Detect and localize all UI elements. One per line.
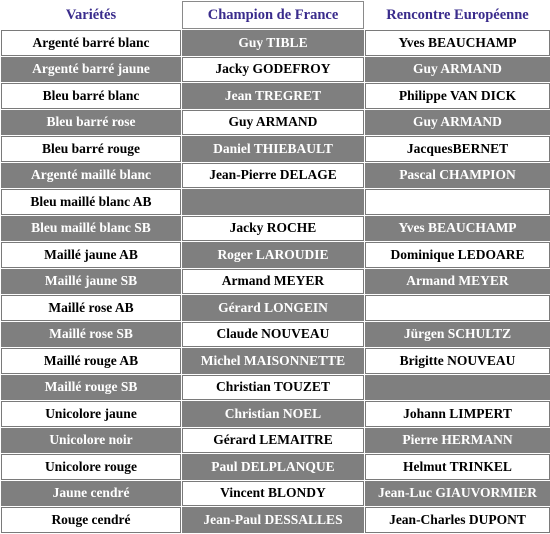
rencontre-europeenne-cell: Helmut TRINKEL (365, 454, 550, 480)
table-row (1, 375, 550, 401)
table-row (1, 481, 550, 507)
table-row (1, 189, 550, 215)
table-row (1, 428, 550, 454)
champion-de-france-cell: Roger LAROUDIE (182, 242, 364, 268)
table-row (1, 507, 550, 533)
champion-de-france-cell: Gérard LONGEIN (182, 295, 364, 321)
variete-cell: Maillé jaune AB (1, 242, 181, 268)
table-row (1, 454, 550, 480)
rencontre-europeenne-cell: Guy ARMAND (365, 110, 550, 136)
champion-de-france-cell: Vincent BLONDY (182, 481, 364, 507)
champion-de-france-cell: Daniel THIEBAULT (182, 136, 364, 162)
variete-cell: Maillé rouge SB (1, 375, 181, 401)
table-row (1, 57, 550, 83)
table-body (1, 30, 550, 533)
table-row (1, 401, 550, 427)
rencontre-europeenne-cell: Jean-Luc GIAUVORMIER (365, 481, 550, 507)
header-row (1, 1, 550, 29)
variete-cell: Bleu maillé blanc AB (1, 189, 181, 215)
table-row (1, 163, 550, 189)
header-rencontre-europeenne: Rencontre Européenne (386, 6, 529, 23)
champion-de-france-cell: Claude NOUVEAU (182, 322, 364, 348)
header-varietes: Variétés (65, 6, 117, 23)
rencontre-europeenne-cell: Yves BEAUCHAMP (365, 216, 550, 242)
rencontre-europeenne-cell: Dominique LEDOARE (365, 242, 550, 268)
variete-cell: Rouge cendré (1, 507, 181, 533)
champion-de-france-cell: Jacky GODEFROY (182, 57, 364, 83)
rencontre-europeenne-cell (365, 295, 550, 321)
variete-cell: Argenté barré blanc (1, 30, 181, 56)
rencontre-europeenne-cell: Philippe VAN DICK (365, 83, 550, 109)
rencontre-europeenne-cell (365, 375, 550, 401)
champion-de-france-cell: Christian TOUZET (182, 375, 364, 401)
champion-de-france-cell: Michel MAISONNETTE (182, 348, 364, 374)
table-row (1, 136, 550, 162)
table-row (1, 242, 550, 268)
champion-de-france-cell: Jean-Pierre DELAGE (182, 163, 364, 189)
champion-de-france-cell: Guy TIBLE (182, 30, 364, 56)
variete-cell: Bleu barré blanc (1, 83, 181, 109)
rencontre-europeenne-cell: Jean-Charles DUPONT (365, 507, 550, 533)
champion-de-france-cell: Jean TREGRET (182, 83, 364, 109)
champion-de-france-cell: Jacky ROCHE (182, 216, 364, 242)
rencontre-europeenne-cell: JacquesBERNET (365, 136, 550, 162)
variete-cell: Maillé rose AB (1, 295, 181, 321)
variete-cell: Argenté barré jaune (1, 57, 181, 83)
rencontre-europeenne-cell: Yves BEAUCHAMP (365, 30, 550, 56)
table-row (1, 295, 550, 321)
variete-cell: Jaune cendré (1, 481, 181, 507)
variete-cell: Bleu barré rose (1, 110, 181, 136)
variete-cell: Bleu maillé blanc SB (1, 216, 181, 242)
table-row (1, 269, 550, 295)
champion-de-france-cell: Gérard LEMAITRE (182, 428, 364, 454)
champion-de-france-cell: Jean-Paul DESSALLES (182, 507, 364, 533)
variete-cell: Argenté maillé blanc (1, 163, 181, 189)
champion-de-france-cell: Armand MEYER (182, 269, 364, 295)
rencontre-europeenne-cell (365, 189, 550, 215)
variete-cell: Unicolore noir (1, 428, 181, 454)
rencontre-europeenne-cell: Pascal CHAMPION (365, 163, 550, 189)
champion-de-france-cell (182, 189, 364, 215)
rencontre-europeenne-cell: Pierre HERMANN (365, 428, 550, 454)
table-row (1, 110, 550, 136)
champion-de-france-cell: Paul DELPLANQUE (182, 454, 364, 480)
rencontre-europeenne-cell: Brigitte NOUVEAU (365, 348, 550, 374)
table-row (1, 322, 550, 348)
table-row (1, 216, 550, 242)
variete-cell: Maillé jaune SB (1, 269, 181, 295)
variete-cell: Bleu barré rouge (1, 136, 181, 162)
champion-de-france-cell: Guy ARMAND (182, 110, 364, 136)
table-row (1, 30, 550, 56)
variete-cell: Maillé rose SB (1, 322, 181, 348)
table-row (1, 348, 550, 374)
variete-cell: Unicolore jaune (1, 401, 181, 427)
champion-de-france-cell: Christian NOEL (182, 401, 364, 427)
rencontre-europeenne-cell: Johann LIMPERT (365, 401, 550, 427)
header-champion-de-france: Champion de France (182, 1, 364, 29)
variete-cell: Unicolore rouge (1, 454, 181, 480)
variete-cell: Maillé rouge AB (1, 348, 181, 374)
rencontre-europeenne-cell: Armand MEYER (365, 269, 550, 295)
rencontre-europeenne-cell: Guy ARMAND (365, 57, 550, 83)
rencontre-europeenne-cell: Jürgen SCHULTZ (365, 322, 550, 348)
table-row (1, 83, 550, 109)
